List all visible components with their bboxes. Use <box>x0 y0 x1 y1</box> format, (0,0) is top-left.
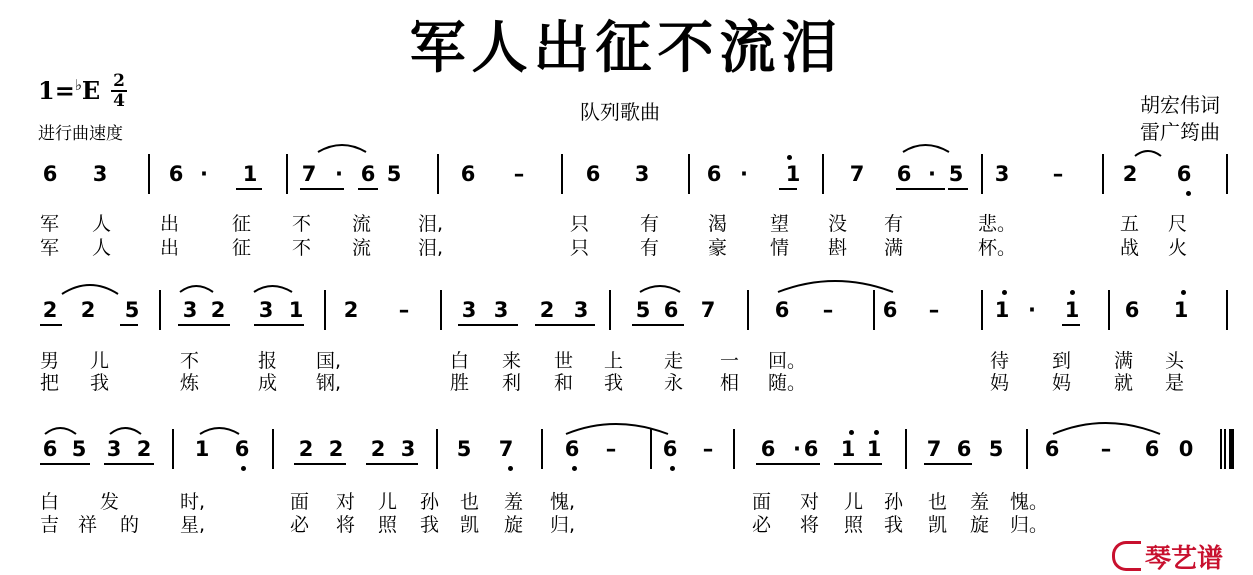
qinyipu-watermark <box>1112 538 1223 575</box>
note: 1 <box>840 437 856 461</box>
lyric-verse1: 儿 <box>90 350 110 372</box>
lyric-verse2: 成 <box>258 372 278 394</box>
lyric-verse1: 尺 <box>1168 213 1188 235</box>
lyric-verse1: 一 <box>720 350 740 372</box>
note: 6 <box>1124 298 1140 322</box>
note: 6 <box>1144 437 1160 461</box>
lyric-verse1: 羞 <box>970 491 990 513</box>
note: 6 <box>460 162 476 186</box>
lyric-verse2: 炼 <box>180 372 200 394</box>
lyric-verse1: 也 <box>928 491 948 513</box>
dash-note: – <box>822 298 834 322</box>
note: 5 <box>948 162 964 186</box>
lyric-verse1: 孙 <box>420 491 440 513</box>
note: 3 <box>634 162 650 186</box>
lyric-verse2: 泪, <box>418 237 444 259</box>
lyric-verse1: 上 <box>604 350 624 372</box>
lyric-verse2: 火 <box>1168 237 1188 259</box>
note: 6 <box>168 162 184 186</box>
dot-note: · <box>335 162 343 186</box>
note: 5 <box>386 162 402 186</box>
slur <box>45 428 76 434</box>
note: 3 <box>493 298 509 322</box>
lyric-verse2: 我 <box>420 514 440 536</box>
lyric-verse1: 征 <box>232 213 252 235</box>
note: 5 <box>456 437 472 461</box>
lyric-verse1: 人 <box>92 213 112 235</box>
dash-note: – <box>928 298 940 322</box>
lyric-verse2: 必 <box>752 514 772 536</box>
lyric-verse1: 羞 <box>504 491 524 513</box>
lyric-verse2: 杯。 <box>978 237 1017 259</box>
lyric-verse2: 只 <box>570 237 590 259</box>
lyric-verse2: 永 <box>664 372 684 394</box>
lyric-verse2: 凯 <box>460 514 480 536</box>
lyric-verse2: 满 <box>884 237 904 259</box>
dot-note: · <box>200 162 208 186</box>
dash-note: – <box>513 162 525 186</box>
note: 3 <box>182 298 198 322</box>
lyric-verse2: 旋 <box>970 514 990 536</box>
slur <box>1135 151 1161 156</box>
lyric-verse2: 吉 <box>40 514 60 536</box>
note: 2 <box>42 298 58 322</box>
lyric-verse2: 钢, <box>316 372 342 394</box>
lyric-verse1: 走 <box>664 350 684 372</box>
lyric-verse2: 人 <box>92 237 112 259</box>
lyric-verse1: 有 <box>884 213 904 235</box>
lyric-verse2: 妈 <box>990 372 1010 394</box>
lyric-verse2: 旋 <box>504 514 524 536</box>
lyric-verse1: 有 <box>640 213 660 235</box>
note: 1 <box>994 298 1010 322</box>
note: 6 <box>42 437 58 461</box>
lyric-verse1: 时, <box>180 491 206 513</box>
slur <box>254 286 292 292</box>
note: 7 <box>301 162 317 186</box>
slur <box>566 424 668 434</box>
lyric-verse1: 军 <box>40 213 60 235</box>
dot-note: · <box>1028 298 1036 322</box>
note: 0 <box>1178 437 1194 461</box>
lyric-verse1: 对 <box>336 491 356 513</box>
note: 2 <box>328 437 344 461</box>
lyric-verse2: 星, <box>180 514 206 536</box>
lyric-verse1: 男 <box>40 350 60 372</box>
lyric-verse2: 凯 <box>928 514 948 536</box>
note: 6 <box>774 298 790 322</box>
composer-credit: 雷广筠曲 <box>1140 120 1220 144</box>
note: 3 <box>92 162 108 186</box>
slur <box>903 145 949 152</box>
note: 3 <box>400 437 416 461</box>
song-title: 军人出征不流泪 <box>409 15 844 81</box>
dash-note: – <box>1100 437 1112 461</box>
note: 2 <box>539 298 555 322</box>
lyric-verse2: 情 <box>770 237 790 259</box>
lyric-verse2: 胜 <box>450 372 470 394</box>
dash-note: – <box>1052 162 1064 186</box>
lyric-verse2: 将 <box>800 514 820 536</box>
note: 6 <box>896 162 912 186</box>
note: 2 <box>370 437 386 461</box>
key-prefix: 1= <box>38 76 75 105</box>
note: 6 <box>1044 437 1060 461</box>
note: 6 <box>585 162 601 186</box>
lyric-verse1: 白 <box>450 350 470 372</box>
time-signature-bottom: 4 <box>113 91 125 111</box>
lyric-verse2: 我 <box>884 514 904 536</box>
slur <box>1053 423 1160 434</box>
lyric-verse2: 流 <box>352 237 372 259</box>
note: 6 <box>803 437 819 461</box>
lyric-verse2: 是 <box>1165 372 1185 394</box>
note: 6 <box>882 298 898 322</box>
note: 5 <box>124 298 140 322</box>
lyric-verse1: 流 <box>352 213 372 235</box>
lyric-verse1: 世 <box>554 350 574 372</box>
watermark-text: 琴艺谱 <box>1145 544 1224 574</box>
lyric-verse2: 军 <box>40 237 60 259</box>
note: 6 <box>42 162 58 186</box>
lyric-verse1: 面 <box>752 491 772 513</box>
note: 2 <box>210 298 226 322</box>
lyric-verse2: 我 <box>604 372 624 394</box>
lyric-verse1: 头 <box>1165 350 1185 372</box>
lyric-verse1: 只 <box>570 213 590 235</box>
time-signature-top: 2 <box>111 72 127 92</box>
lyric-verse1: 白 <box>40 491 60 513</box>
lyric-verse1: 来 <box>502 350 522 372</box>
dot-note: · <box>740 162 748 186</box>
lyric-verse2: 归, <box>550 514 576 536</box>
lyric-verse2: 不 <box>292 237 312 259</box>
slur <box>62 285 118 294</box>
lyric-verse2: 利 <box>502 372 522 394</box>
note: 1 <box>1064 298 1080 322</box>
lyricist-credit: 胡宏伟词 <box>1140 93 1220 117</box>
lyric-verse2: 妈 <box>1052 372 1072 394</box>
lyric-verse1: 儿 <box>844 491 864 513</box>
lyric-verse2: 和 <box>554 372 574 394</box>
note: 6 <box>706 162 722 186</box>
note: 6 <box>1176 162 1192 186</box>
logo-icon <box>1112 541 1141 571</box>
note: 3 <box>573 298 589 322</box>
tempo-marking: 进行曲速度 <box>38 124 123 144</box>
dot-note: · <box>928 162 936 186</box>
note: 3 <box>106 437 122 461</box>
note: 5 <box>635 298 651 322</box>
lyric-verse1: 面 <box>290 491 310 513</box>
lyric-verse1: 泪, <box>418 213 444 235</box>
lyric-verse1: 国, <box>316 350 342 372</box>
lyric-verse1: 愧。 <box>1010 491 1049 513</box>
note: 2 <box>298 437 314 461</box>
note: 2 <box>80 298 96 322</box>
note: 6 <box>234 437 250 461</box>
lyric-verse1: 没 <box>828 213 848 235</box>
note: 3 <box>461 298 477 322</box>
lyric-verse1: 渴 <box>708 213 728 235</box>
note: 7 <box>700 298 716 322</box>
key-note: E <box>81 76 101 105</box>
note: 2 <box>1122 162 1138 186</box>
lyric-verse2: 战 <box>1120 237 1140 259</box>
note: 3 <box>258 298 274 322</box>
lyric-verse1: 悲。 <box>978 213 1017 235</box>
lyric-verse2: 征 <box>232 237 252 259</box>
lyric-verse1: 不 <box>292 213 312 235</box>
lyric-verse2: 将 <box>336 514 356 536</box>
note: 5 <box>71 437 87 461</box>
note: 1 <box>785 162 801 186</box>
lyric-verse1: 五 <box>1120 213 1140 235</box>
lyric-verse1: 望 <box>770 213 790 235</box>
lyric-verse2: 我 <box>90 372 110 394</box>
lyric-verse1: 也 <box>460 491 480 513</box>
lyric-verse2: 归。 <box>1010 514 1049 536</box>
lyric-verse1: 孙 <box>884 491 904 513</box>
note: 2 <box>343 298 359 322</box>
note: 1 <box>194 437 210 461</box>
lyric-verse2: 随。 <box>768 372 807 394</box>
slur <box>318 145 366 152</box>
lyric-verse2: 照 <box>378 514 398 536</box>
lyric-verse2: 必 <box>290 514 310 536</box>
note: 6 <box>564 437 580 461</box>
slur <box>180 286 213 292</box>
note: 1 <box>866 437 882 461</box>
note: 3 <box>994 162 1010 186</box>
note: 6 <box>662 437 678 461</box>
lyric-verse1: 对 <box>800 491 820 513</box>
lyric-verse1: 发 <box>100 491 120 513</box>
note: 7 <box>926 437 942 461</box>
lyric-verse2: 出 <box>160 237 180 259</box>
subtitle: 队列歌曲 <box>580 100 660 124</box>
dash-note: – <box>702 437 714 461</box>
note: 7 <box>849 162 865 186</box>
lyric-verse1: 待 <box>990 350 1010 372</box>
dash-note: – <box>605 437 617 461</box>
lyric-verse1: 到 <box>1052 350 1072 372</box>
note: 6 <box>360 162 376 186</box>
lyric-verse2: 就 <box>1114 372 1134 394</box>
dash-note: – <box>398 298 410 322</box>
note: 5 <box>988 437 1004 461</box>
lyric-verse2: 相 <box>720 372 740 394</box>
lyric-verse1: 出 <box>160 213 180 235</box>
lyric-verse2: 把 <box>40 372 60 394</box>
slur <box>778 281 893 292</box>
lyric-verse1: 报 <box>258 350 278 372</box>
lyric-verse1: 回。 <box>768 350 807 372</box>
note: 6 <box>663 298 679 322</box>
slur <box>640 286 680 292</box>
note: 6 <box>760 437 776 461</box>
slur <box>110 428 141 434</box>
note: 7 <box>498 437 514 461</box>
lyric-verse1: 满 <box>1114 350 1134 372</box>
lyric-verse2: 豪 <box>708 237 728 259</box>
note: 2 <box>136 437 152 461</box>
dot-note: · <box>793 437 801 461</box>
lyric-verse1: 愧, <box>550 491 576 513</box>
lyric-verse1: 不 <box>180 350 200 372</box>
lyric-verse2: 斟 <box>828 237 848 259</box>
note: 1 <box>242 162 258 186</box>
lyric-verse2: 的 <box>120 514 140 536</box>
lyric-verse2: 照 <box>844 514 864 536</box>
note: 1 <box>1173 298 1189 322</box>
note: 1 <box>288 298 304 322</box>
note: 6 <box>956 437 972 461</box>
slur <box>200 428 239 434</box>
lyric-verse2: 祥 <box>78 514 98 536</box>
lyric-verse2: 有 <box>640 237 660 259</box>
lyric-verse1: 儿 <box>378 491 398 513</box>
flat-sign: ♭ <box>74 76 82 94</box>
